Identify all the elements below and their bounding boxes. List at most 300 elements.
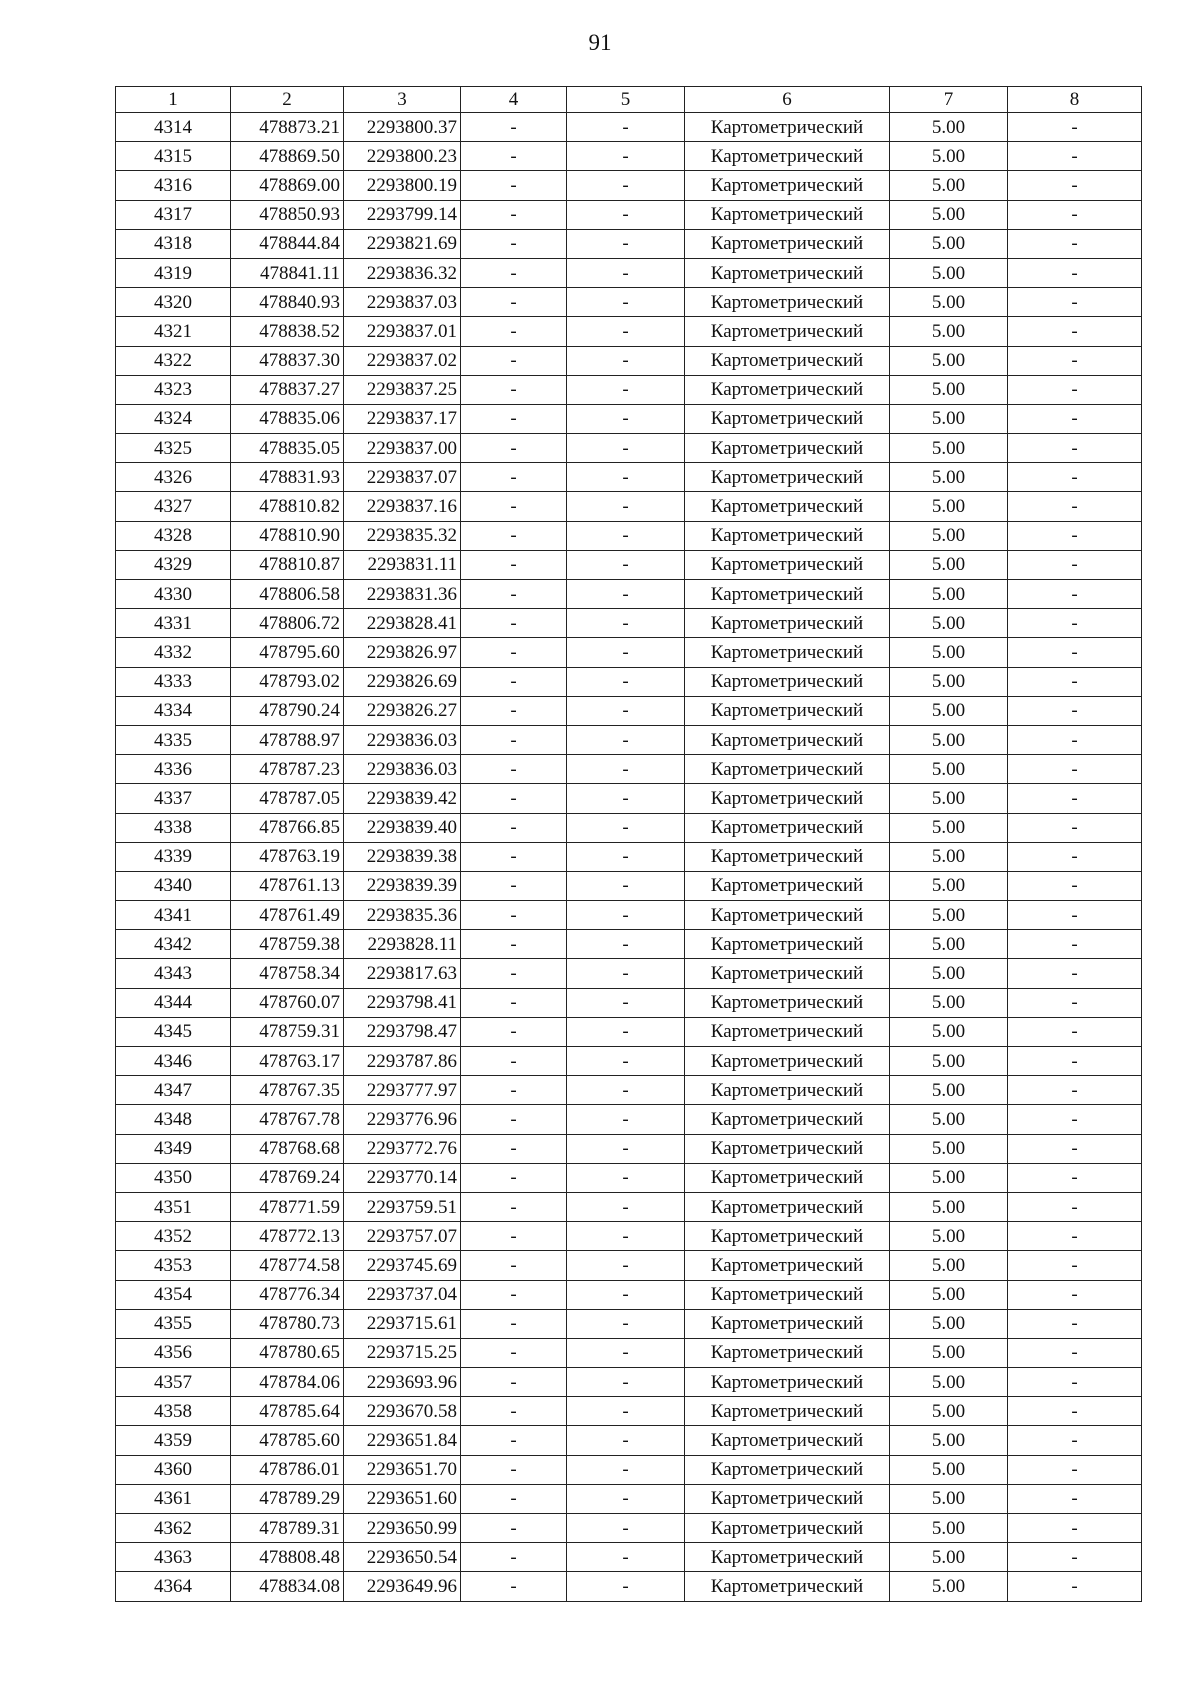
col-4-value-cell: - bbox=[461, 1309, 567, 1338]
y-coordinate-cell: 2293737.04 bbox=[344, 1280, 461, 1309]
x-coordinate-cell: 478771.59 bbox=[231, 1192, 344, 1221]
point-number-cell: 4358 bbox=[116, 1397, 231, 1426]
point-number-cell: 4330 bbox=[116, 580, 231, 609]
col-5-value-cell: - bbox=[567, 930, 685, 959]
accuracy-cell: 5.00 bbox=[890, 346, 1008, 375]
col-4-value-cell: - bbox=[461, 1543, 567, 1572]
y-coordinate-cell: 2293828.11 bbox=[344, 930, 461, 959]
col-8-value-cell: - bbox=[1008, 1543, 1142, 1572]
col-8-value-cell: - bbox=[1008, 1280, 1142, 1309]
x-coordinate-cell: 478787.23 bbox=[231, 755, 344, 784]
method-cell: Картометрический bbox=[685, 1017, 890, 1046]
point-number-cell: 4339 bbox=[116, 842, 231, 871]
y-coordinate-cell: 2293777.97 bbox=[344, 1076, 461, 1105]
col-4-value-cell: - bbox=[461, 638, 567, 667]
x-coordinate-cell: 478844.84 bbox=[231, 229, 344, 258]
y-coordinate-cell: 2293715.25 bbox=[344, 1338, 461, 1367]
col-4-value-cell: - bbox=[461, 200, 567, 229]
y-coordinate-cell: 2293800.37 bbox=[344, 113, 461, 142]
col-4-value-cell: - bbox=[461, 813, 567, 842]
x-coordinate-cell: 478774.58 bbox=[231, 1251, 344, 1280]
table-row bbox=[116, 258, 1142, 287]
col-4-value-cell: - bbox=[461, 521, 567, 550]
point-number-cell: 4349 bbox=[116, 1134, 231, 1163]
y-coordinate-cell: 2293651.70 bbox=[344, 1455, 461, 1484]
x-coordinate-cell: 478758.34 bbox=[231, 959, 344, 988]
col-5-value-cell: - bbox=[567, 1426, 685, 1455]
col-5-value-cell: - bbox=[567, 667, 685, 696]
col-5-value-cell: - bbox=[567, 171, 685, 200]
x-coordinate-cell: 478841.11 bbox=[231, 258, 344, 287]
col-5-value-cell: - bbox=[567, 1572, 685, 1601]
col-5-value-cell: - bbox=[567, 1514, 685, 1543]
col-4-value-cell: - bbox=[461, 317, 567, 346]
method-cell: Картометрический bbox=[685, 784, 890, 813]
col-4-value-cell: - bbox=[461, 1076, 567, 1105]
table-row bbox=[116, 1455, 1142, 1484]
x-coordinate-cell: 478788.97 bbox=[231, 725, 344, 754]
point-number-cell: 4363 bbox=[116, 1543, 231, 1572]
method-cell: Картометрический bbox=[685, 1309, 890, 1338]
point-number-cell: 4348 bbox=[116, 1105, 231, 1134]
x-coordinate-cell: 478869.50 bbox=[231, 142, 344, 171]
col-4-value-cell: - bbox=[461, 842, 567, 871]
col-5-value-cell: - bbox=[567, 988, 685, 1017]
accuracy-cell: 5.00 bbox=[890, 375, 1008, 404]
x-coordinate-cell: 478780.73 bbox=[231, 1309, 344, 1338]
col-4-value-cell: - bbox=[461, 1134, 567, 1163]
col-5-value-cell: - bbox=[567, 1280, 685, 1309]
table-row bbox=[116, 1280, 1142, 1309]
method-cell: Картометрический bbox=[685, 1192, 890, 1221]
column-header-3: 3 bbox=[344, 87, 461, 113]
method-cell: Картометрический bbox=[685, 813, 890, 842]
col-5-value-cell: - bbox=[567, 871, 685, 900]
point-number-cell: 4347 bbox=[116, 1076, 231, 1105]
col-4-value-cell: - bbox=[461, 959, 567, 988]
col-4-value-cell: - bbox=[461, 1222, 567, 1251]
accuracy-cell: 5.00 bbox=[890, 813, 1008, 842]
table-row bbox=[116, 375, 1142, 404]
method-cell: Картометрический bbox=[685, 463, 890, 492]
col-5-value-cell: - bbox=[567, 1484, 685, 1513]
col-5-value-cell: - bbox=[567, 229, 685, 258]
col-8-value-cell: - bbox=[1008, 1134, 1142, 1163]
x-coordinate-cell: 478761.49 bbox=[231, 901, 344, 930]
method-cell: Картометрический bbox=[685, 1572, 890, 1601]
table-row bbox=[116, 784, 1142, 813]
x-coordinate-cell: 478793.02 bbox=[231, 667, 344, 696]
x-coordinate-cell: 478869.00 bbox=[231, 171, 344, 200]
table-row bbox=[116, 288, 1142, 317]
point-number-cell: 4333 bbox=[116, 667, 231, 696]
header-row bbox=[116, 87, 1142, 113]
method-cell: Картометрический bbox=[685, 1105, 890, 1134]
method-cell: Картометрический bbox=[685, 317, 890, 346]
point-number-cell: 4337 bbox=[116, 784, 231, 813]
col-5-value-cell: - bbox=[567, 550, 685, 579]
col-8-value-cell: - bbox=[1008, 1368, 1142, 1397]
point-number-cell: 4334 bbox=[116, 696, 231, 725]
table-row bbox=[116, 1309, 1142, 1338]
accuracy-cell: 5.00 bbox=[890, 1192, 1008, 1221]
table-row bbox=[116, 346, 1142, 375]
col-5-value-cell: - bbox=[567, 638, 685, 667]
col-8-value-cell: - bbox=[1008, 1397, 1142, 1426]
col-8-value-cell: - bbox=[1008, 434, 1142, 463]
coordinates-table bbox=[115, 86, 1142, 1602]
accuracy-cell: 5.00 bbox=[890, 1222, 1008, 1251]
accuracy-cell: 5.00 bbox=[890, 784, 1008, 813]
accuracy-cell: 5.00 bbox=[890, 959, 1008, 988]
col-4-value-cell: - bbox=[461, 725, 567, 754]
x-coordinate-cell: 478780.65 bbox=[231, 1338, 344, 1367]
y-coordinate-cell: 2293745.69 bbox=[344, 1251, 461, 1280]
point-number-cell: 4353 bbox=[116, 1251, 231, 1280]
col-5-value-cell: - bbox=[567, 1309, 685, 1338]
col-4-value-cell: - bbox=[461, 1105, 567, 1134]
x-coordinate-cell: 478784.06 bbox=[231, 1368, 344, 1397]
col-8-value-cell: - bbox=[1008, 492, 1142, 521]
accuracy-cell: 5.00 bbox=[890, 930, 1008, 959]
table-row bbox=[116, 725, 1142, 754]
point-number-cell: 4356 bbox=[116, 1338, 231, 1367]
accuracy-cell: 5.00 bbox=[890, 317, 1008, 346]
col-8-value-cell: - bbox=[1008, 755, 1142, 784]
y-coordinate-cell: 2293715.61 bbox=[344, 1309, 461, 1338]
method-cell: Картометрический bbox=[685, 755, 890, 784]
col-8-value-cell: - bbox=[1008, 1222, 1142, 1251]
x-coordinate-cell: 478769.24 bbox=[231, 1163, 344, 1192]
accuracy-cell: 5.00 bbox=[890, 988, 1008, 1017]
table-row bbox=[116, 1017, 1142, 1046]
point-number-cell: 4329 bbox=[116, 550, 231, 579]
table-row bbox=[116, 813, 1142, 842]
x-coordinate-cell: 478810.87 bbox=[231, 550, 344, 579]
col-5-value-cell: - bbox=[567, 1455, 685, 1484]
y-coordinate-cell: 2293837.03 bbox=[344, 288, 461, 317]
method-cell: Картометрический bbox=[685, 1397, 890, 1426]
col-5-value-cell: - bbox=[567, 1397, 685, 1426]
y-coordinate-cell: 2293670.58 bbox=[344, 1397, 461, 1426]
col-4-value-cell: - bbox=[461, 550, 567, 579]
accuracy-cell: 5.00 bbox=[890, 1163, 1008, 1192]
y-coordinate-cell: 2293837.17 bbox=[344, 404, 461, 433]
point-number-cell: 4357 bbox=[116, 1368, 231, 1397]
col-5-value-cell: - bbox=[567, 463, 685, 492]
x-coordinate-cell: 478763.19 bbox=[231, 842, 344, 871]
accuracy-cell: 5.00 bbox=[890, 550, 1008, 579]
table-row bbox=[116, 1368, 1142, 1397]
point-number-cell: 4361 bbox=[116, 1484, 231, 1513]
method-cell: Картометрический bbox=[685, 1426, 890, 1455]
accuracy-cell: 5.00 bbox=[890, 842, 1008, 871]
y-coordinate-cell: 2293839.40 bbox=[344, 813, 461, 842]
col-5-value-cell: - bbox=[567, 1251, 685, 1280]
col-5-value-cell: - bbox=[567, 404, 685, 433]
column-header-5: 5 bbox=[567, 87, 685, 113]
point-number-cell: 4323 bbox=[116, 375, 231, 404]
col-8-value-cell: - bbox=[1008, 375, 1142, 404]
x-coordinate-cell: 478760.07 bbox=[231, 988, 344, 1017]
col-8-value-cell: - bbox=[1008, 142, 1142, 171]
col-8-value-cell: - bbox=[1008, 550, 1142, 579]
col-4-value-cell: - bbox=[461, 463, 567, 492]
point-number-cell: 4362 bbox=[116, 1514, 231, 1543]
column-header-8: 8 bbox=[1008, 87, 1142, 113]
method-cell: Картометрический bbox=[685, 638, 890, 667]
accuracy-cell: 5.00 bbox=[890, 229, 1008, 258]
accuracy-cell: 5.00 bbox=[890, 1134, 1008, 1163]
column-header-2: 2 bbox=[231, 87, 344, 113]
point-number-cell: 4317 bbox=[116, 200, 231, 229]
col-8-value-cell: - bbox=[1008, 404, 1142, 433]
accuracy-cell: 5.00 bbox=[890, 901, 1008, 930]
method-cell: Картометрический bbox=[685, 988, 890, 1017]
method-cell: Картометрический bbox=[685, 1251, 890, 1280]
table-row bbox=[116, 609, 1142, 638]
point-number-cell: 4341 bbox=[116, 901, 231, 930]
table-row bbox=[116, 434, 1142, 463]
table-row bbox=[116, 1543, 1142, 1572]
x-coordinate-cell: 478767.35 bbox=[231, 1076, 344, 1105]
x-coordinate-cell: 478837.27 bbox=[231, 375, 344, 404]
col-5-value-cell: - bbox=[567, 521, 685, 550]
col-8-value-cell: - bbox=[1008, 113, 1142, 142]
point-number-cell: 4354 bbox=[116, 1280, 231, 1309]
col-4-value-cell: - bbox=[461, 346, 567, 375]
y-coordinate-cell: 2293772.76 bbox=[344, 1134, 461, 1163]
table-row bbox=[116, 1222, 1142, 1251]
y-coordinate-cell: 2293837.02 bbox=[344, 346, 461, 375]
col-4-value-cell: - bbox=[461, 1368, 567, 1397]
method-cell: Картометрический bbox=[685, 375, 890, 404]
col-8-value-cell: - bbox=[1008, 901, 1142, 930]
col-5-value-cell: - bbox=[567, 901, 685, 930]
table-row bbox=[116, 755, 1142, 784]
col-8-value-cell: - bbox=[1008, 988, 1142, 1017]
point-number-cell: 4316 bbox=[116, 171, 231, 200]
accuracy-cell: 5.00 bbox=[890, 521, 1008, 550]
accuracy-cell: 5.00 bbox=[890, 1368, 1008, 1397]
point-number-cell: 4327 bbox=[116, 492, 231, 521]
method-cell: Картометрический bbox=[685, 492, 890, 521]
col-5-value-cell: - bbox=[567, 1047, 685, 1076]
col-8-value-cell: - bbox=[1008, 871, 1142, 900]
table-row bbox=[116, 404, 1142, 433]
method-cell: Картометрический bbox=[685, 1280, 890, 1309]
accuracy-cell: 5.00 bbox=[890, 404, 1008, 433]
accuracy-cell: 5.00 bbox=[890, 667, 1008, 696]
table-body bbox=[116, 113, 1142, 1602]
point-number-cell: 4314 bbox=[116, 113, 231, 142]
col-8-value-cell: - bbox=[1008, 1047, 1142, 1076]
method-cell: Картометрический bbox=[685, 1368, 890, 1397]
x-coordinate-cell: 478763.17 bbox=[231, 1047, 344, 1076]
point-number-cell: 4359 bbox=[116, 1426, 231, 1455]
table-row bbox=[116, 1134, 1142, 1163]
y-coordinate-cell: 2293839.39 bbox=[344, 871, 461, 900]
x-coordinate-cell: 478810.90 bbox=[231, 521, 344, 550]
col-8-value-cell: - bbox=[1008, 1105, 1142, 1134]
method-cell: Картометрический bbox=[685, 959, 890, 988]
accuracy-cell: 5.00 bbox=[890, 258, 1008, 287]
x-coordinate-cell: 478834.08 bbox=[231, 1572, 344, 1601]
col-5-value-cell: - bbox=[567, 1134, 685, 1163]
accuracy-cell: 5.00 bbox=[890, 871, 1008, 900]
y-coordinate-cell: 2293821.69 bbox=[344, 229, 461, 258]
col-8-value-cell: - bbox=[1008, 463, 1142, 492]
col-5-value-cell: - bbox=[567, 696, 685, 725]
point-number-cell: 4345 bbox=[116, 1017, 231, 1046]
col-4-value-cell: - bbox=[461, 434, 567, 463]
col-8-value-cell: - bbox=[1008, 1426, 1142, 1455]
x-coordinate-cell: 478831.93 bbox=[231, 463, 344, 492]
point-number-cell: 4336 bbox=[116, 755, 231, 784]
x-coordinate-cell: 478808.48 bbox=[231, 1543, 344, 1572]
table-row bbox=[116, 463, 1142, 492]
col-8-value-cell: - bbox=[1008, 638, 1142, 667]
table-row bbox=[116, 901, 1142, 930]
col-5-value-cell: - bbox=[567, 609, 685, 638]
y-coordinate-cell: 2293650.99 bbox=[344, 1514, 461, 1543]
x-coordinate-cell: 478837.30 bbox=[231, 346, 344, 375]
accuracy-cell: 5.00 bbox=[890, 1514, 1008, 1543]
table-row bbox=[116, 696, 1142, 725]
y-coordinate-cell: 2293837.16 bbox=[344, 492, 461, 521]
method-cell: Картометрический bbox=[685, 725, 890, 754]
col-5-value-cell: - bbox=[567, 1017, 685, 1046]
table-row bbox=[116, 1251, 1142, 1280]
y-coordinate-cell: 2293835.32 bbox=[344, 521, 461, 550]
col-4-value-cell: - bbox=[461, 930, 567, 959]
col-8-value-cell: - bbox=[1008, 1017, 1142, 1046]
method-cell: Картометрический bbox=[685, 346, 890, 375]
method-cell: Картометрический bbox=[685, 1163, 890, 1192]
accuracy-cell: 5.00 bbox=[890, 1572, 1008, 1601]
method-cell: Картометрический bbox=[685, 1047, 890, 1076]
y-coordinate-cell: 2293770.14 bbox=[344, 1163, 461, 1192]
method-cell: Картометрический bbox=[685, 901, 890, 930]
accuracy-cell: 5.00 bbox=[890, 1309, 1008, 1338]
table-row bbox=[116, 1338, 1142, 1367]
y-coordinate-cell: 2293759.51 bbox=[344, 1192, 461, 1221]
y-coordinate-cell: 2293757.07 bbox=[344, 1222, 461, 1251]
x-coordinate-cell: 478873.21 bbox=[231, 113, 344, 142]
col-4-value-cell: - bbox=[461, 1338, 567, 1367]
col-8-value-cell: - bbox=[1008, 1309, 1142, 1338]
method-cell: Картометрический bbox=[685, 1076, 890, 1105]
y-coordinate-cell: 2293799.14 bbox=[344, 200, 461, 229]
point-number-cell: 4352 bbox=[116, 1222, 231, 1251]
method-cell: Картометрический bbox=[685, 229, 890, 258]
col-5-value-cell: - bbox=[567, 317, 685, 346]
column-header-1: 1 bbox=[116, 87, 231, 113]
x-coordinate-cell: 478767.78 bbox=[231, 1105, 344, 1134]
x-coordinate-cell: 478835.06 bbox=[231, 404, 344, 433]
accuracy-cell: 5.00 bbox=[890, 142, 1008, 171]
col-5-value-cell: - bbox=[567, 375, 685, 404]
point-number-cell: 4332 bbox=[116, 638, 231, 667]
col-8-value-cell: - bbox=[1008, 229, 1142, 258]
method-cell: Картометрический bbox=[685, 842, 890, 871]
table-row bbox=[116, 1163, 1142, 1192]
y-coordinate-cell: 2293651.84 bbox=[344, 1426, 461, 1455]
table-row bbox=[116, 1426, 1142, 1455]
point-number-cell: 4325 bbox=[116, 434, 231, 463]
point-number-cell: 4351 bbox=[116, 1192, 231, 1221]
table-row bbox=[116, 1397, 1142, 1426]
accuracy-cell: 5.00 bbox=[890, 200, 1008, 229]
col-4-value-cell: - bbox=[461, 1397, 567, 1426]
x-coordinate-cell: 478840.93 bbox=[231, 288, 344, 317]
accuracy-cell: 5.00 bbox=[890, 1076, 1008, 1105]
col-4-value-cell: - bbox=[461, 1280, 567, 1309]
col-5-value-cell: - bbox=[567, 755, 685, 784]
method-cell: Картометрический bbox=[685, 871, 890, 900]
x-coordinate-cell: 478766.85 bbox=[231, 813, 344, 842]
table-row bbox=[116, 1192, 1142, 1221]
col-5-value-cell: - bbox=[567, 258, 685, 287]
x-coordinate-cell: 478789.29 bbox=[231, 1484, 344, 1513]
col-8-value-cell: - bbox=[1008, 1514, 1142, 1543]
y-coordinate-cell: 2293800.19 bbox=[344, 171, 461, 200]
table-row bbox=[116, 229, 1142, 258]
col-4-value-cell: - bbox=[461, 113, 567, 142]
accuracy-cell: 5.00 bbox=[890, 755, 1008, 784]
y-coordinate-cell: 2293828.41 bbox=[344, 609, 461, 638]
col-5-value-cell: - bbox=[567, 725, 685, 754]
method-cell: Картометрический bbox=[685, 258, 890, 287]
col-4-value-cell: - bbox=[461, 667, 567, 696]
col-4-value-cell: - bbox=[461, 288, 567, 317]
page-number: 91 bbox=[588, 30, 612, 55]
col-5-value-cell: - bbox=[567, 1338, 685, 1367]
y-coordinate-cell: 2293831.36 bbox=[344, 580, 461, 609]
col-8-value-cell: - bbox=[1008, 317, 1142, 346]
col-8-value-cell: - bbox=[1008, 842, 1142, 871]
col-4-value-cell: - bbox=[461, 404, 567, 433]
x-coordinate-cell: 478789.31 bbox=[231, 1514, 344, 1543]
y-coordinate-cell: 2293837.07 bbox=[344, 463, 461, 492]
x-coordinate-cell: 478786.01 bbox=[231, 1455, 344, 1484]
col-4-value-cell: - bbox=[461, 1572, 567, 1601]
table-row bbox=[116, 871, 1142, 900]
method-cell: Картометрический bbox=[685, 930, 890, 959]
y-coordinate-cell: 2293836.03 bbox=[344, 755, 461, 784]
accuracy-cell: 5.00 bbox=[890, 463, 1008, 492]
col-8-value-cell: - bbox=[1008, 521, 1142, 550]
col-4-value-cell: - bbox=[461, 1484, 567, 1513]
x-coordinate-cell: 478806.58 bbox=[231, 580, 344, 609]
table-row bbox=[116, 521, 1142, 550]
col-4-value-cell: - bbox=[461, 258, 567, 287]
col-4-value-cell: - bbox=[461, 1163, 567, 1192]
y-coordinate-cell: 2293798.47 bbox=[344, 1017, 461, 1046]
col-5-value-cell: - bbox=[567, 288, 685, 317]
col-4-value-cell: - bbox=[461, 871, 567, 900]
method-cell: Картометрический bbox=[685, 200, 890, 229]
table-row bbox=[116, 113, 1142, 142]
col-5-value-cell: - bbox=[567, 1076, 685, 1105]
col-8-value-cell: - bbox=[1008, 1455, 1142, 1484]
y-coordinate-cell: 2293787.86 bbox=[344, 1047, 461, 1076]
col-5-value-cell: - bbox=[567, 492, 685, 521]
y-coordinate-cell: 2293839.38 bbox=[344, 842, 461, 871]
point-number-cell: 4343 bbox=[116, 959, 231, 988]
x-coordinate-cell: 478790.24 bbox=[231, 696, 344, 725]
x-coordinate-cell: 478835.05 bbox=[231, 434, 344, 463]
